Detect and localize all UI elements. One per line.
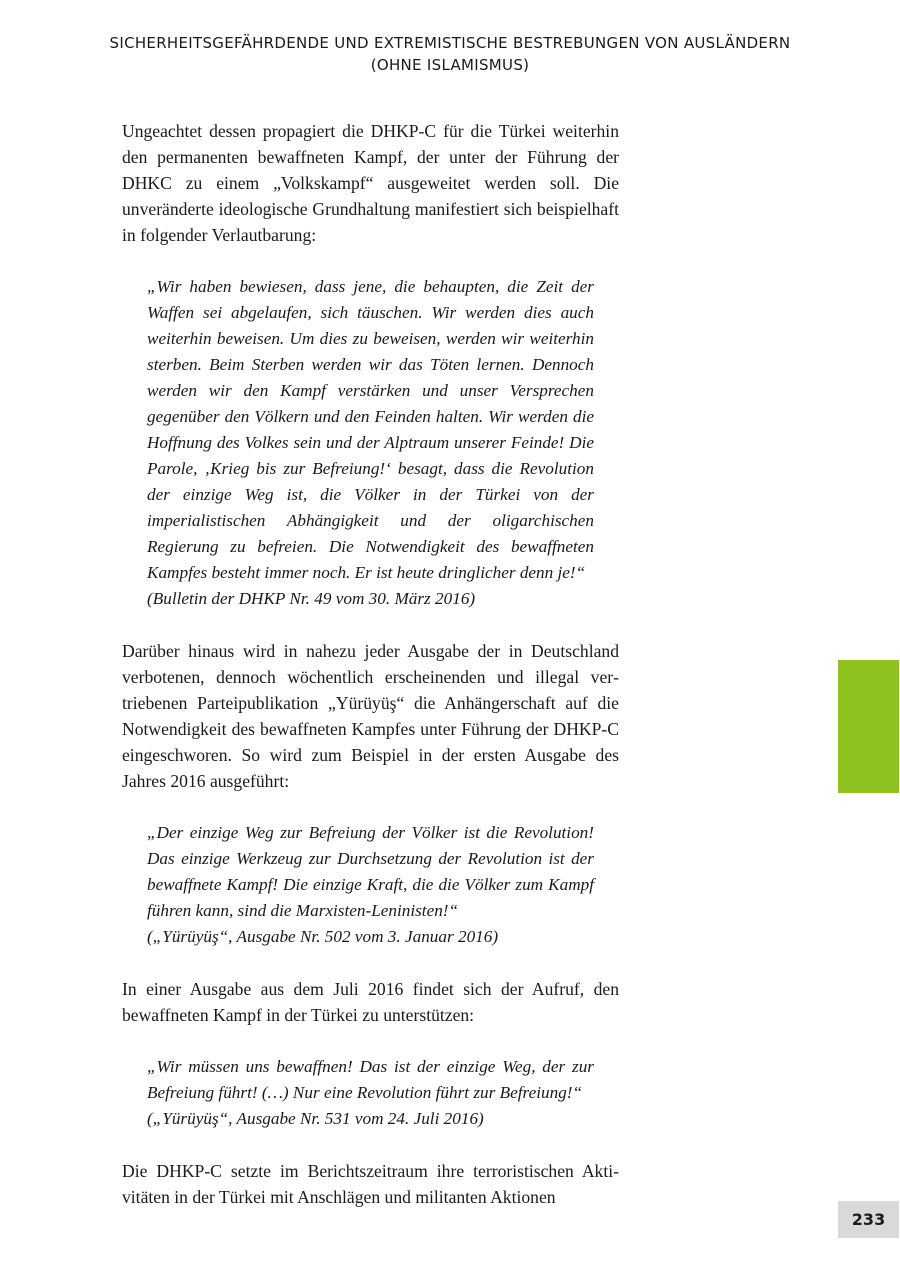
quote-1	[147, 274, 594, 612]
quote-1-source: (Bulletin der DHKP Nr. 49 vom 30. März 2016)	[147, 589, 476, 608]
header-line-1: SICHERHEITSGEFÄHRDENDE UND EXTREMISTISCHE BESTREBUNGEN VON AUSLÄNDERN	[109, 34, 791, 52]
section-tab	[838, 660, 899, 793]
header-line-2: (OHNE ISLAMISMUS)	[370, 56, 530, 74]
quote-2-text: „Der einzige Weg zur Befreiung der Völker ist die Revolution! Das einzige Werkzeug zur Durchsetzung der Revolution ist der bewaffnete Kampf! Die einzige Kraft, die die Völker zum Kampf führen kann, sind die Marxisten-Leninisten!“	[147, 823, 594, 920]
paragraph-1: Ungeachtet dessen propagiert die DHKP-C für die Türkei weiterhin den permanenten bewaffneten Kampf, der unter der Führung der DHKC zu einem „Volkskampf“ ausgeweitet werden soll. Die unveränderte ideologische Grundhaltung manifestiert sich beispielhaft in folgender Verlautbarung:	[122, 121, 619, 245]
paragraph-3: In einer Ausgabe aus dem Juli 2016 findet sich der Aufruf, den bewaffneten Kampf in der Türkei zu unterstützen:	[122, 979, 619, 1025]
running-header	[0, 32, 900, 76]
quote-3-text: „Wir müssen uns bewaffnen! Das ist der einzige Weg, der zur Befreiung führt! (…) Nur eine Revolution führt zur Befreiung!“	[147, 1057, 594, 1102]
quote-3-source: („Yürüyüş“, Ausgabe Nr. 531 vom 24. Juli 2016)	[147, 1109, 484, 1128]
quote-2	[147, 820, 594, 950]
quote-1-text: „Wir haben bewiesen, dass jene, die behaupten, die Zeit der Waffen sei abgelaufen, sich täuschen. Wir werden dies auch weiterhin beweisen. Um dies zu beweisen, werden wir weiterhin sterben. Beim Sterben werden wir das Töten lernen. Dennoch werden wir den Kampf verstärken und unser Versprechen gegenüber den Völkern und den Feinden halten. Wir werden die Hoffnung des Volkes sein und der Alptraum unserer Feinde! Die Parole, ‚Krieg bis zur Befreiung!‘ besagt, dass die Revolution der einzige Weg ist, die Völker in der Türkei von der imperialistischen Abhängigkeit und der oligarchischen Regierung zu befreien. Die Notwendigkeit des bewaffneten Kampfes besteht immer noch. Er ist heute dringlicher denn je!“	[147, 277, 594, 582]
paragraph-4: Die DHKP-C setzte im Berichtszeitraum ihre terroristischen Aktivitäten in der Türkei mit Anschlägen und militanten Aktionen	[122, 1161, 619, 1207]
paragraph-2: Darüber hinaus wird in nahezu jeder Ausgabe der in Deutschland verbotenen, dennoch wöchentlich erscheinenden und illegal vertriebenen Parteipublikation „Yürüyüş“ die Anhängerschaft auf die Notwendigkeit des bewaffneten Kampfes unter Führung der DHKP-C eingeschworen. So wird zum Beispiel in der ersten Ausgabe des Jahres 2016 ausgeführt:	[122, 641, 619, 791]
quote-3	[147, 1054, 594, 1132]
page-number: 233	[838, 1201, 899, 1238]
main-text	[122, 118, 619, 1210]
quote-2-source: („Yürüyüş“, Ausgabe Nr. 502 vom 3. Januar 2016)	[147, 927, 499, 946]
